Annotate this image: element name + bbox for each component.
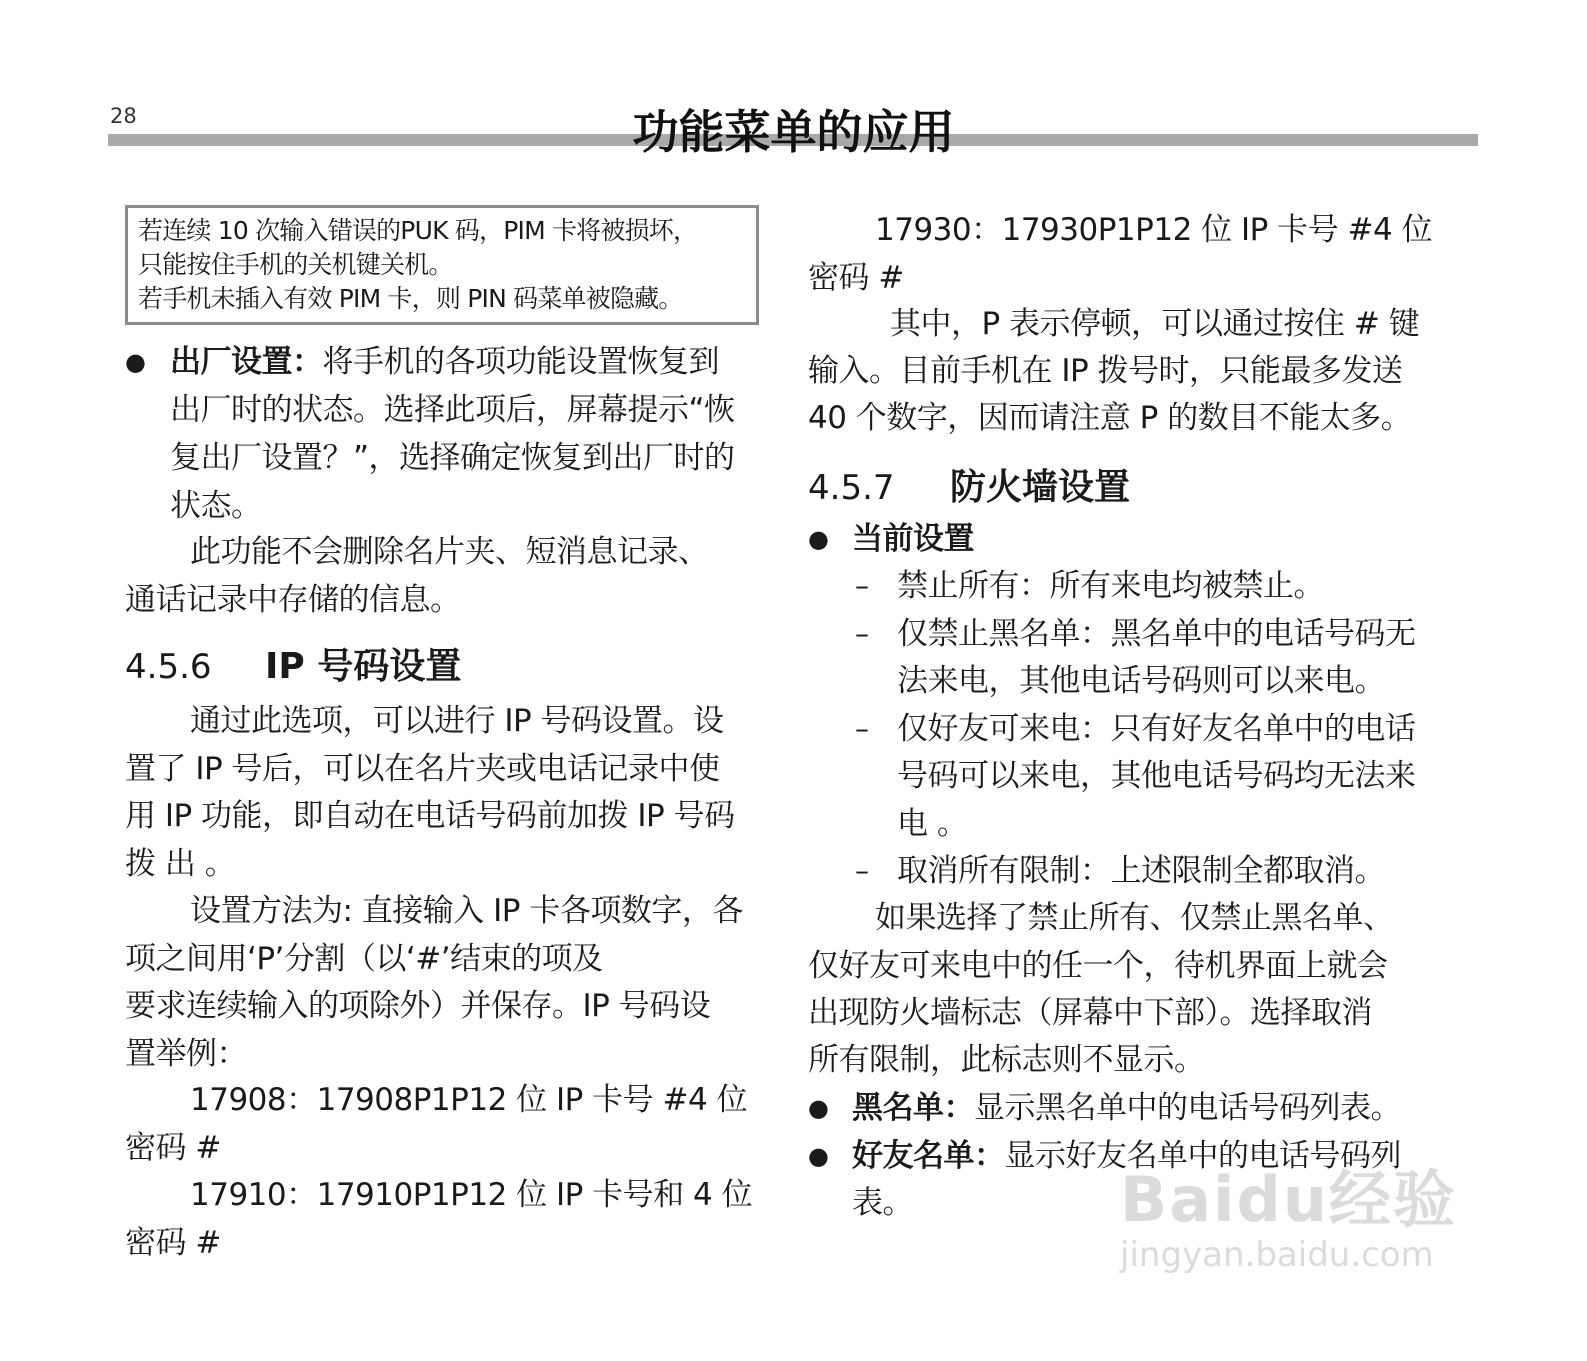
factory-line: 出厂时的状态。选择此项后，屏幕提示“恢	[170, 392, 735, 428]
example-line: 17930：17930P1P12 位 IP 卡号 #4 位	[875, 212, 1433, 248]
factory-note-line: 此功能不会删除名片夹、短消息记录、	[190, 534, 709, 570]
page-title-text: 功能菜单的应用	[632, 105, 955, 159]
friends-text: 显示好友名单中的电话号码列	[1004, 1138, 1401, 1174]
option-text: 只有好友名单中的电话	[1110, 711, 1416, 747]
blacklist-term: 黑名单：	[852, 1090, 974, 1126]
option-term: 仅好友可来电：	[897, 711, 1111, 747]
ip-intro-line: 通过此选项，可以进行 IP 号码设置。设	[190, 703, 724, 739]
page-number: 28	[110, 104, 137, 128]
factory-term: 出厂设置：	[170, 344, 323, 380]
option-line: 电 。	[897, 806, 968, 842]
section-title: 防火墙设置	[950, 467, 1131, 508]
ip-method-line: 设置方法为: 直接输入 IP 卡各项数字，各	[190, 893, 743, 929]
option-text: 上述限制全都取消。	[1110, 853, 1385, 889]
option-line	[897, 610, 1416, 658]
fw-note-line: 出现防火墙标志（屏幕中下部）。选择取消	[808, 995, 1372, 1031]
ip-intro-line: 拨 出 。	[125, 846, 236, 882]
page-title	[0, 102, 1587, 162]
friends-term: 好友名单：	[852, 1138, 1005, 1174]
notice-line: 只能按住手机的关机键关机。	[138, 250, 453, 279]
section-number: 4.5.6	[125, 647, 212, 687]
notice-line: 若手机未插入有效 PIM 卡，则 PIN 码菜单被隐藏。	[138, 284, 683, 313]
example-line: 密码 #	[125, 1225, 221, 1261]
example-line: 17910：17910P1P12 位 IP 卡号和 4 位	[190, 1177, 753, 1213]
option-line: 号码可以来电，其他电话号码均无法来	[897, 758, 1416, 794]
bullet-icon: ●	[125, 348, 146, 376]
ip-method-line: 要求连续输入的项除外）并保存。IP 号码设	[125, 988, 711, 1024]
ip-method-line: 置举例：	[125, 1036, 247, 1072]
dash-icon: –	[855, 854, 869, 887]
ip-method-line: 项之间用‘P’分割（以‘#’结束的项及	[125, 941, 603, 977]
pause-note-line: 其中，P 表示停顿，可以通过按住 # 键	[890, 306, 1420, 342]
notice-line: 若连续 10 次输入错误的PUK 码，PIM 卡将被损坏，	[138, 216, 698, 245]
bullet-icon: ●	[808, 525, 829, 553]
option-term: 取消所有限制：	[897, 853, 1111, 889]
option-line	[897, 562, 1324, 610]
pause-note-line: 40 个数字，因而请注意 P 的数目不能太多。	[808, 400, 1412, 436]
pause-note-line: 输入。目前手机在 IP 拨号时，只能最多发送	[808, 353, 1403, 389]
ip-intro-line: 用 IP 功能，即自动在电话号码前加拨 IP 号码	[125, 798, 735, 834]
option-line	[897, 705, 1416, 753]
option-text: 所有来电均被禁止。	[1049, 568, 1324, 604]
fw-note-line: 所有限制，此标志则不显示。	[808, 1042, 1205, 1078]
fw-note-line: 仅好友可来电中的任一个，待机界面上就会	[808, 948, 1388, 984]
factory-line: 状态。	[170, 488, 262, 524]
option-term: 仅禁止黑名单：	[897, 616, 1111, 652]
current-setting-label: 当前设置	[852, 521, 974, 557]
baidu-watermark-logo: Baidu经验	[1120, 1163, 1457, 1236]
section-title: IP 号码设置	[265, 646, 462, 687]
bullet-icon: ●	[808, 1142, 829, 1170]
dash-icon: –	[855, 712, 869, 745]
fw-note-line: 如果选择了禁止所有、仅禁止黑名单、	[875, 900, 1394, 936]
blacklist-line	[852, 1084, 1401, 1132]
ip-intro-line: 置了 IP 号后，可以在名片夹或电话记录中使	[125, 751, 720, 787]
example-line: 密码 #	[125, 1130, 221, 1166]
factory-line: 复出厂设置？”，选择确定恢复到出厂时的	[170, 440, 735, 476]
example-line: 密码 #	[808, 260, 904, 296]
dash-icon: –	[855, 617, 869, 650]
factory-text: 将手机的各项功能设置恢复到	[322, 344, 719, 380]
example-line: 17908：17908P1P12 位 IP 卡号 #4 位	[190, 1082, 748, 1118]
blacklist-text: 显示黑名单中的电话号码列表。	[974, 1090, 1401, 1126]
friends-line: 表。	[852, 1185, 913, 1221]
section-number: 4.5.7	[808, 468, 895, 508]
notice-box	[125, 205, 759, 325]
option-text: 黑名单中的电话号码无	[1110, 616, 1416, 652]
option-line	[897, 847, 1385, 895]
factory-line	[170, 338, 719, 386]
bullet-icon: ●	[808, 1094, 829, 1122]
factory-note-line: 通话记录中存储的信息。	[125, 582, 461, 618]
dash-icon: –	[855, 569, 869, 602]
option-term: 禁止所有：	[897, 568, 1050, 604]
baidu-watermark-url: jingyan.baidu.com	[1120, 1235, 1434, 1275]
option-line: 法来电，其他电话号码则可以来电。	[897, 663, 1385, 699]
